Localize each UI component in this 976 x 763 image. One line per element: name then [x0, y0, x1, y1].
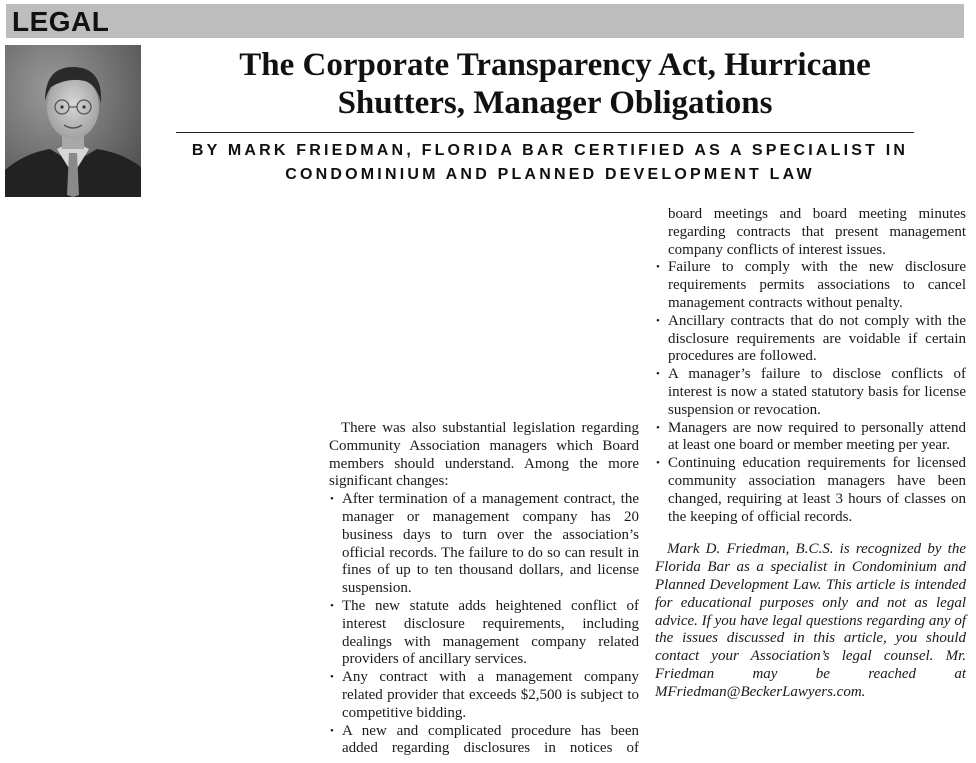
bullet-icon: •	[656, 314, 660, 327]
title-divider	[176, 132, 914, 133]
byline-line-2: CONDOMINIUM AND PLANNED DEVELOPMENT LAW	[285, 166, 815, 183]
article-title	[150, 46, 960, 122]
bullet-icon: •	[656, 261, 660, 274]
bullet-icon: •	[656, 421, 660, 434]
list-item-text: Any contract with a management company related provider that exceeds $2,500 is subject to competitive bidding.	[342, 669, 639, 721]
list-item-text: After termination of a management contract, the manager or management company has 20 business days to turn over the association’s official records. The failure to do so can result in fines of up to ten thousand dollars, and license suspension.	[342, 491, 639, 597]
byline-line-1: BY MARK FRIEDMAN, FLORIDA BAR CERTIFIED AS A SPECIALIST IN	[191, 142, 909, 159]
list-item-text: Managers are now required to personally attend at least one board or member meeting per year.	[668, 419, 966, 454]
list-item	[329, 491, 639, 598]
section-label: LEGAL	[12, 6, 110, 37]
bullet-icon: •	[330, 724, 334, 737]
list-item	[329, 669, 639, 722]
list-item	[655, 366, 966, 419]
article-column-right	[655, 206, 966, 702]
list-item-text: A new and complicated procedure has been added regarding disclosures in notices of	[342, 722, 639, 757]
intro-paragraph: There was also substantial legislation regarding Community Association managers which Board members should understand. Among the more significant changes:	[329, 420, 639, 490]
section-header-bar	[6, 4, 964, 38]
bullet-icon: •	[330, 493, 334, 506]
bullet-icon: •	[656, 457, 660, 470]
list-item-text: Ancillary contracts that do not comply with the disclosure requirements are voidable if certain procedures are followed.	[668, 312, 966, 365]
byline	[150, 139, 950, 187]
list-item	[655, 455, 966, 526]
list-item-text: A manager’s failure to disclose conflicts of interest is now a stated statutory basis for license suspension or revocation.	[668, 366, 966, 418]
list-item	[329, 598, 639, 669]
author-bio: Mark D. Friedman, B.C.S. is recognized by the Florida Bar as a specialist in Condominium and Planned Development Law. This article is intended for educational purposes only and not as legal advice. If you have legal questions regarding any of the issues discussed in this article, you should contact your Association’s legal counsel. Mr. Friedman may be reached at MFriedman@BeckerLawyers.com.	[655, 541, 966, 700]
list-item	[329, 723, 639, 759]
author-photo	[5, 45, 141, 197]
changes-list-right	[655, 259, 966, 526]
author-portrait-image	[5, 45, 141, 197]
bullet-icon: •	[330, 671, 334, 684]
list-item	[655, 313, 966, 366]
list-item-text: Continuing education requirements for licensed community association managers have been changed, requiring at least 3 hours of classes on the keeping of official records.	[668, 455, 966, 525]
list-item	[655, 259, 966, 312]
article-title-line-1: The Corporate Transparency Act, Hurricane	[239, 47, 871, 83]
changes-list-left	[329, 491, 639, 758]
article-column-left	[329, 420, 639, 758]
list-item-text: The new statute adds heightened conflict of interest disclosure requirements, including dealings with management company related providers of ancillary services.	[342, 597, 639, 668]
article-title-line-2: Shutters, Manager Obligations	[337, 85, 773, 121]
list-item	[655, 420, 966, 456]
bullet-icon: •	[656, 368, 660, 381]
list-item-continuation: board meetings and board meeting minutes regarding contracts that present management company conflicts of interest issues.	[668, 206, 966, 258]
list-item-text: Failure to comply with the new disclosure requirements permits associations to cancel management contracts without penalty.	[668, 259, 966, 311]
bullet-icon: •	[330, 599, 334, 612]
